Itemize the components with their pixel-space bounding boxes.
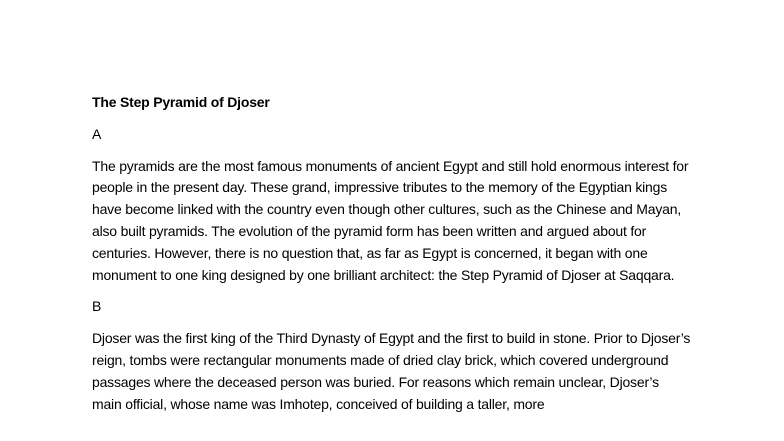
section-a-label: A <box>92 125 102 142</box>
document-title: The Step Pyramid of Djoser <box>92 94 270 110</box>
section-a-paragraph: The pyramids are the most famous monuments of ancient Egypt and still hold enormous interest for people in the present day. These grand, impressive tributes to the memory of the Egyptian kings have become linked with the country even though other cultures, such as the Chinese and Mayan, also built pyramids. The evolution of the pyramid form has been written and argued about for centuries. However, there is no question that, as far as Egypt is concerned, it began with one monument to one king designed by one brilliant architect: the Step Pyramid of Djoser at Saqqara. <box>92 157 689 283</box>
document-body <box>92 92 696 425</box>
section-b-paragraph: Djoser was the first king of the Third Dynasty of Egypt and the first to build in stone. Prior to Djoser’s reign, tombs were rectangular monuments made of dried clay brick, which covered underground passages where the deceased person was buried. For reasons which remain unclear, Djoser’s main official, whose name was Imhotep, conceived of building a taller, more <box>92 330 691 412</box>
section-b-label: B <box>92 298 102 315</box>
